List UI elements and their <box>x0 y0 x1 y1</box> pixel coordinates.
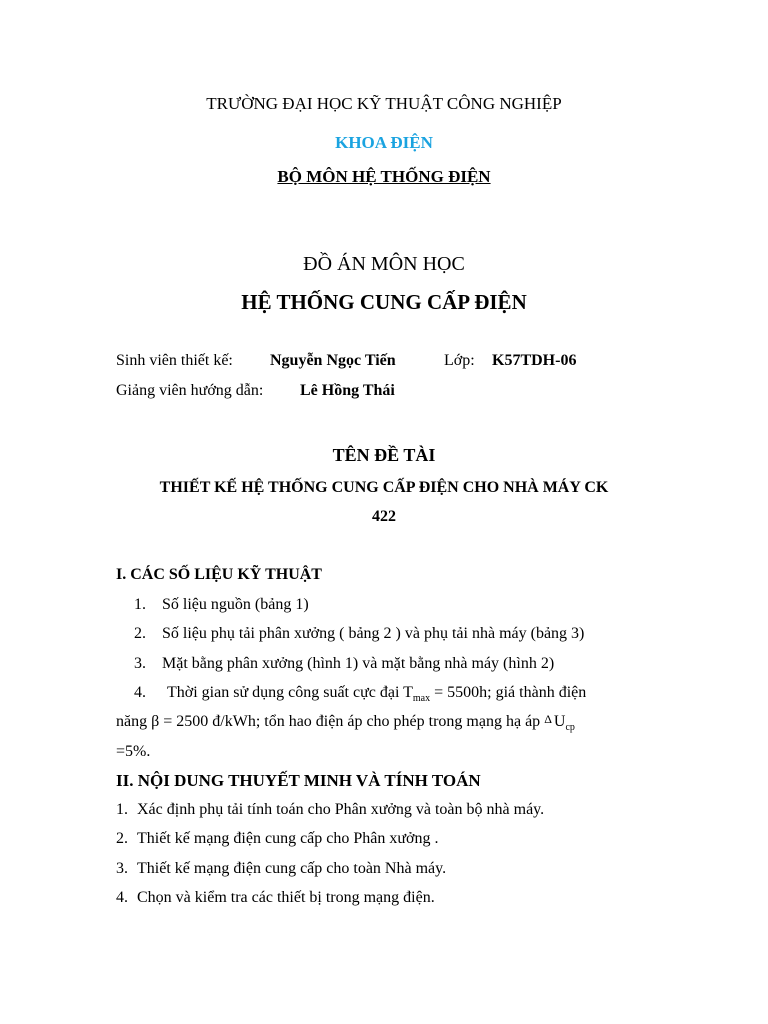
section2-heading: II. NỘI DUNG THUYẾT MINH VÀ TÍNH TOÁN <box>116 771 481 790</box>
voltage-symbol: U <box>553 713 566 730</box>
advisor-label: Giảng viên hướng dẫn: <box>116 382 264 399</box>
section2-item-text: Thiết kế mạng điện cung cấp cho Phân xưởng . <box>137 830 439 847</box>
section1-item4-line2 <box>116 713 575 731</box>
section2-item-text: Chọn và kiểm tra các thiết bị trong mạng điện. <box>137 889 435 906</box>
student-label: Sinh viên thiết kế: <box>116 352 233 369</box>
section2-item-num: 3. <box>116 860 128 877</box>
section1-item-num: 4. <box>134 684 146 701</box>
advisor-name: Lê Hồng Thái <box>300 382 395 399</box>
section2-item-text: Xác định phụ tải tính toán cho Phân xưởng và toàn bộ nhà máy. <box>137 801 545 818</box>
topic-heading: TÊN ĐỀ TÀI <box>332 445 436 465</box>
department-name-text: BỘ MÔN HỆ THỐNG ĐIỆN <box>277 167 491 186</box>
section1-item-text: Số liệu nguồn (bảng 1) <box>162 596 309 613</box>
section1-item-text: Mặt bằng phân xưởng (hình 1) và mặt bằng nhà máy (hình 2) <box>162 655 555 672</box>
max-subscript: max <box>412 693 431 704</box>
topic-title-line1: THIẾT KẾ HỆ THỐNG CUNG CẤP ĐIỆN CHO NHÀ MÁY CK <box>159 479 609 496</box>
section2-item-text: Thiết kế mạng điện cung cấp cho toàn Nhà máy. <box>137 860 447 877</box>
section1-item-num: 1. <box>134 596 146 613</box>
class-label: Lớp: <box>444 352 475 369</box>
section1-heading: I. CÁC SỐ LIỆU KỸ THUẬT <box>116 566 322 583</box>
item4-text-c: năng β = 2500 đ/kWh; tổn hao điện áp cho phép trong mạng hạ áp <box>116 713 545 730</box>
section2-item-num: 1. <box>116 801 128 818</box>
class-value: K57TDH-06 <box>492 352 577 369</box>
section1-item4-line1 <box>167 684 586 702</box>
department-name <box>0 167 768 187</box>
university-name: TRƯỜNG ĐẠI HỌC KỸ THUẬT CÔNG NGHIỆP <box>206 94 562 113</box>
section1-item-num: 3. <box>134 655 146 672</box>
cp-subscript: cp <box>565 722 575 733</box>
faculty-name: KHOA ĐIỆN <box>335 133 433 152</box>
item4-text-b: = 5500h; giá thành điện <box>430 684 587 701</box>
section2-item-num: 4. <box>116 889 128 906</box>
project-label: ĐỒ ÁN MÔN HỌC <box>303 253 465 275</box>
item4-text-a: Thời gian sử dụng công suất cực đại T <box>167 684 413 701</box>
section1-item-num: 2. <box>134 625 146 642</box>
section1-item-text: Số liệu phụ tải phân xưởng ( bảng 2 ) và phụ tải nhà máy (bảng 3) <box>162 625 585 642</box>
section2-item-num: 2. <box>116 830 128 847</box>
topic-title-line2: 422 <box>372 508 396 525</box>
delta-symbol: Δ <box>544 712 552 726</box>
section1-item4-line3: =5%. <box>116 743 151 760</box>
student-name: Nguyễn Ngọc Tiến <box>270 352 396 369</box>
project-subject: HỆ THỐNG CUNG CẤP ĐIỆN <box>241 290 527 314</box>
